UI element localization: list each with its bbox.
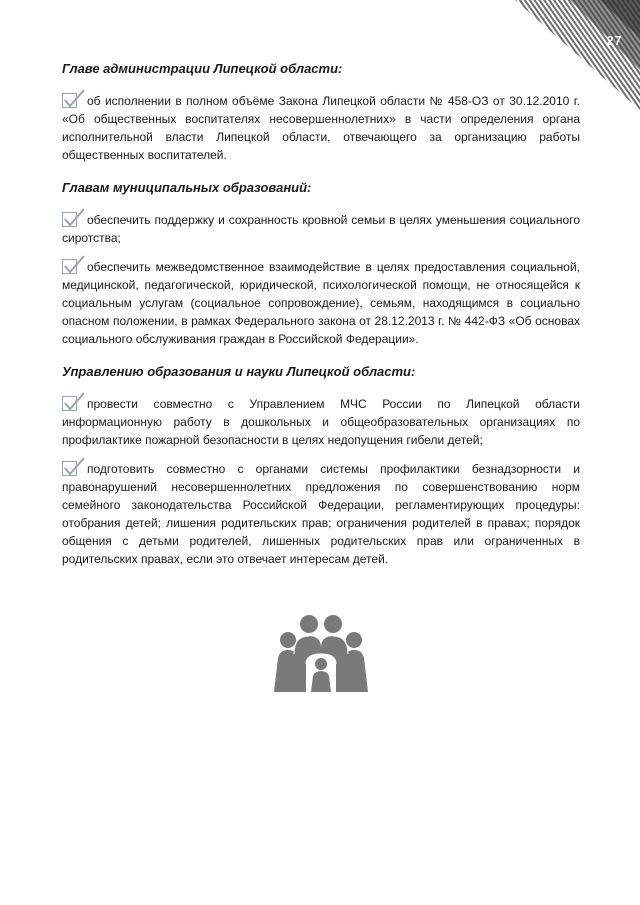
list-item-text: подготовить совместно с органами системы профилактики безнадзорности и правонарушений несовершеннолетних предложения по совершенствованию норм семейного законодательства Российской Федерации, регламентирующих процедуры: отобрания детей; лишения родительских прав; ограничения родителей в правах; порядок общения с детьми родителей, лишенных родительских прав или ограниченных в родительских правах, если это отвечает интересам детей. <box>62 462 580 566</box>
list-item-text: об исполнении в полном объёме Закона Липецкой области № 458-ОЗ от 30.12.2010 г. «Об общественных воспитателях несовершеннолетних» в части определения органа исполнительной власти Липецкой области, отвечающего за организацию работы общественных воспитателей. <box>62 94 580 162</box>
list-item <box>62 255 580 348</box>
section-heading: Управлению образования и науки Липецкой области: <box>62 364 416 379</box>
list-item-text: обеспечить поддержку и сохранность кровной семьи в целях уменьшения социального сиротства; <box>62 213 580 245</box>
section-municipal-heads <box>62 179 580 348</box>
checkmark-box-icon <box>62 457 86 477</box>
document-body <box>62 60 580 576</box>
list-item-text: обеспечить межведомственное взаимодействие в целях предоставления социальной, медицинской, педагогической, юридической, психологической помощи, не относящейся к социальным услугам (социальное сопровождение), семьям, находящимся в социально опасном положении, в рамках Федерального закона от 28.12.2013 г. № 442-ФЗ «Об основах социального обслуживания граждан в Российской Федерации». <box>62 260 580 346</box>
checkmark-box-icon <box>62 89 86 109</box>
list-item <box>62 89 580 164</box>
list-item <box>62 457 580 568</box>
section-education-department <box>62 363 580 568</box>
list-item <box>62 208 580 247</box>
checkmark-box-icon <box>62 208 86 228</box>
section-regional-head <box>62 60 580 164</box>
section-heading: Главе администрации Липецкой области: <box>62 61 343 76</box>
family-logo-icon <box>272 614 370 694</box>
list-item-text: провести совместно с Управлением МЧС России по Липецкой области информационную работу в дошкольных и общеобразовательных организациях по профилактике пожарной безопасности в целях недопущения гибели детей; <box>62 397 580 447</box>
section-heading: Главам муниципальных образований: <box>62 180 312 195</box>
checkmark-box-icon <box>62 255 86 275</box>
checkmark-box-icon <box>62 392 86 412</box>
page-number: 27 <box>606 33 622 48</box>
list-item <box>62 392 580 449</box>
